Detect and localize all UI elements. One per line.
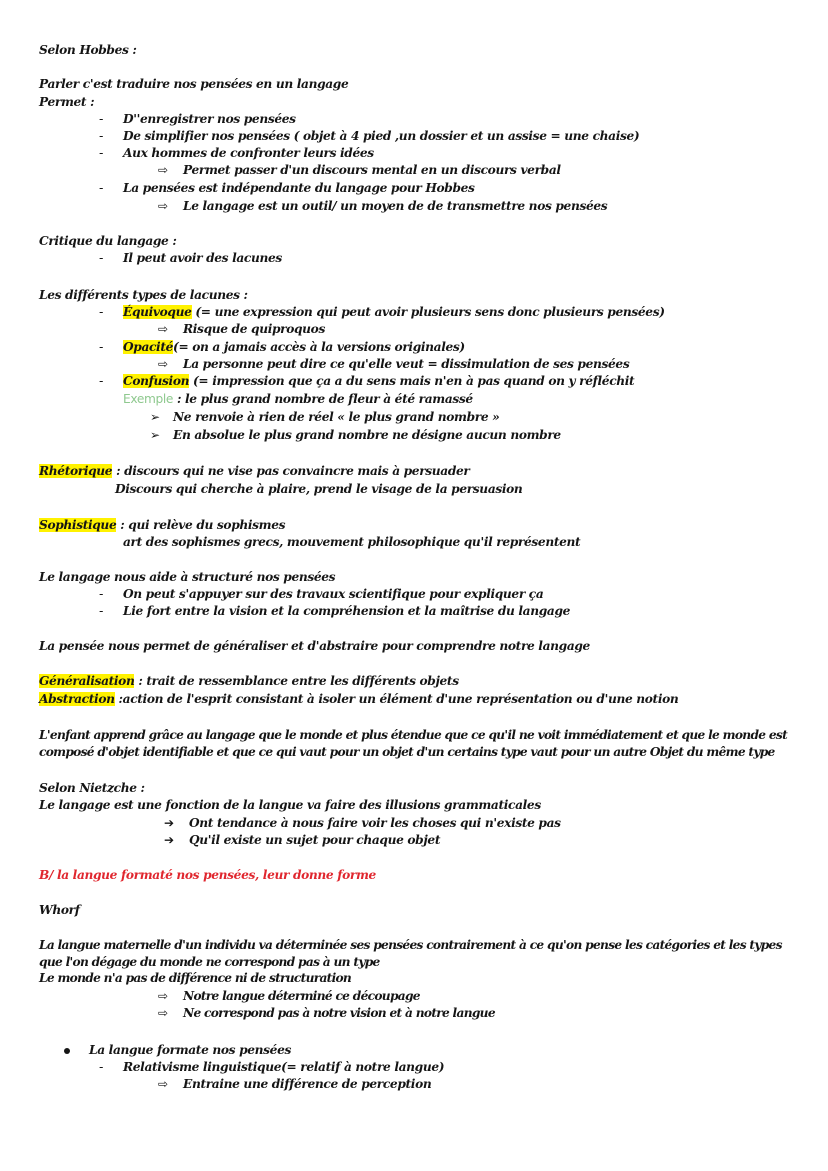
heading-whorf: Whorf [39, 903, 80, 917]
term-generalisation [39, 673, 459, 690]
list-item: Lie fort entre la vision et la compréhension et la maîtrise du langage [123, 604, 571, 618]
dash-bullet: - [99, 604, 104, 618]
dash-bullet: - [99, 146, 104, 160]
highlighted-term: Rhétorique [39, 464, 113, 478]
list-item: La langue formate nos pensées [89, 1043, 292, 1057]
hollow-arrow-icon: ⇨ [158, 357, 168, 371]
definition: (= une expression qui peut avoir plusieurs sens donc plusieurs pensées) [191, 305, 665, 319]
definition: :action de l'esprit consistant à isoler un élément d'une représentation ou d'une notion [114, 692, 679, 706]
section-heading-b: B/ la langue formaté nos pensées, leur donne forme [39, 868, 376, 882]
text-line: Le langage est une fonction de la langue va faire des illusions grammaticales [39, 798, 541, 812]
text-line: composé d'objet identifiable et que ce qui vaut pour un objet d'un certains type vaut pour un autre Objet du même type [39, 745, 775, 759]
list-item: On peut s'appuyer sur des travaux scientifique pour expliquer ça [123, 587, 544, 601]
definition-continued: Discours qui cherche à plaire, prend le visage de la persuasion [115, 482, 523, 496]
dash-bullet: - [99, 181, 104, 195]
highlighted-term: Équivoque [123, 305, 192, 319]
term-rhetorique [39, 463, 470, 480]
term-opacite [123, 339, 465, 356]
text-line: L'enfant apprend grâce au langage que le monde et plus étendue que ce qu'il ne voit immédiatement et que le monde est [39, 728, 788, 742]
dash-bullet: - [99, 129, 104, 143]
highlighted-term: Sophistique [39, 518, 117, 532]
sub-item: Permet passer d'un discours mental en un discours verbal [183, 163, 561, 177]
heading-structure: Le langage nous aide à structuré nos pensées [39, 570, 336, 584]
heading-lacunes: Les différents types de lacunes : [39, 288, 248, 302]
heading-hobbes: Selon Hobbes : [39, 43, 137, 57]
text-line: La langue maternelle d'un individu va déterminée ses pensées contrairement à ce qu'on pense les catégories et les types [39, 938, 782, 952]
arrowhead-bullet-icon: ➢ [150, 410, 160, 424]
list-item: D''enregistrer nos pensées [123, 112, 296, 126]
hollow-arrow-icon: ⇨ [158, 322, 168, 336]
highlighted-term: Généralisation [39, 674, 135, 688]
sub-item: Notre langue déterminé ce découpage [183, 989, 420, 1003]
definition: : discours qui ne vise pas convaincre mais à persuader [112, 464, 470, 478]
text-line: Permet : [39, 95, 95, 109]
heading-critique: Critique du langage : [39, 234, 177, 248]
list-item: La pensées est indépendante du langage pour Hobbes [123, 181, 475, 195]
sub-item: Risque de quiproquos [183, 322, 325, 336]
sub-item: Qu'il existe un sujet pour chaque objet [189, 833, 441, 847]
dash-bullet: - [99, 112, 104, 126]
list-item: Il peut avoir des lacunes [123, 251, 282, 265]
dash-bullet: - [99, 374, 104, 388]
dash-bullet: - [99, 587, 104, 601]
list-item: Aux hommes de confronter leurs idées [123, 146, 374, 160]
text-line: Parler c'est traduire nos pensées en un langage [39, 77, 349, 91]
heading-nietzsche: Selon Nietzche : [39, 781, 145, 795]
term-equivoque [123, 304, 665, 321]
dash-bullet: - [99, 340, 104, 354]
term-abstraction [39, 691, 678, 708]
exemple-label: Exemple [123, 392, 174, 406]
hollow-arrow-icon: ⇨ [158, 1077, 168, 1091]
highlighted-term: Abstraction [39, 692, 115, 706]
dash-bullet: - [99, 1060, 104, 1074]
term-sophistique [39, 517, 285, 534]
text-line: Le monde n'a pas de différence ni de structuration [39, 971, 352, 985]
bullet-dot-icon [64, 1048, 70, 1054]
list-item: De simplifier nos pensées ( objet à 4 pied ,un dossier et un assise = une chaise) [123, 129, 640, 143]
highlighted-term: Opacité [123, 340, 174, 354]
sub-item: Ne correspond pas à notre vision et à notre langue [183, 1006, 495, 1020]
text-line: que l'on dégage du monde ne correspond pas à un type [39, 955, 380, 969]
sub-item: La personne peut dire ce qu'elle veut = dissimulation de ses pensées [183, 357, 630, 371]
highlighted-term: Confusion [123, 374, 190, 388]
dash-bullet: - [99, 305, 104, 319]
definition: (= impression que ça a du sens mais n'en à pas quand on y réfléchit [189, 374, 635, 388]
text-line: La pensée nous permet de généraliser et d'abstraire pour comprendre notre langage [39, 639, 590, 653]
sub-item: Ont tendance à nous faire voir les choses qui n'existe pas [189, 816, 561, 830]
bold-arrow-icon: ➔ [164, 833, 174, 847]
hollow-arrow-icon: ⇨ [158, 163, 168, 177]
exemple-line [123, 391, 473, 408]
dash-bullet: - [99, 251, 104, 265]
arrowhead-bullet-icon: ➢ [150, 428, 160, 442]
list-item: Relativisme linguistique(= relatif à notre langue) [123, 1060, 445, 1074]
definition-continued: art des sophismes grecs, mouvement philosophique qu'il représentent [123, 535, 581, 549]
definition: (= on a jamais accès à la versions originales) [173, 340, 465, 354]
bold-arrow-icon: ➔ [164, 816, 174, 830]
hollow-arrow-icon: ⇨ [158, 199, 168, 213]
sub-item: En absolue le plus grand nombre ne désigne aucun nombre [173, 428, 561, 442]
term-confusion [123, 373, 634, 390]
exemple-text: : le plus grand nombre de fleur à été ramassé [173, 392, 473, 406]
definition: : trait de ressemblance entre les différents objets [134, 674, 459, 688]
sub-item: Le langage est un outil/ un moyen de de transmettre nos pensées [183, 199, 608, 213]
hollow-arrow-icon: ⇨ [158, 1006, 168, 1020]
sub-item: Ne renvoie à rien de réel « le plus grand nombre » [173, 410, 500, 424]
sub-item: Entraine une différence de perception [183, 1077, 432, 1091]
definition: : qui relève du sophismes [116, 518, 286, 532]
hollow-arrow-icon: ⇨ [158, 989, 168, 1003]
